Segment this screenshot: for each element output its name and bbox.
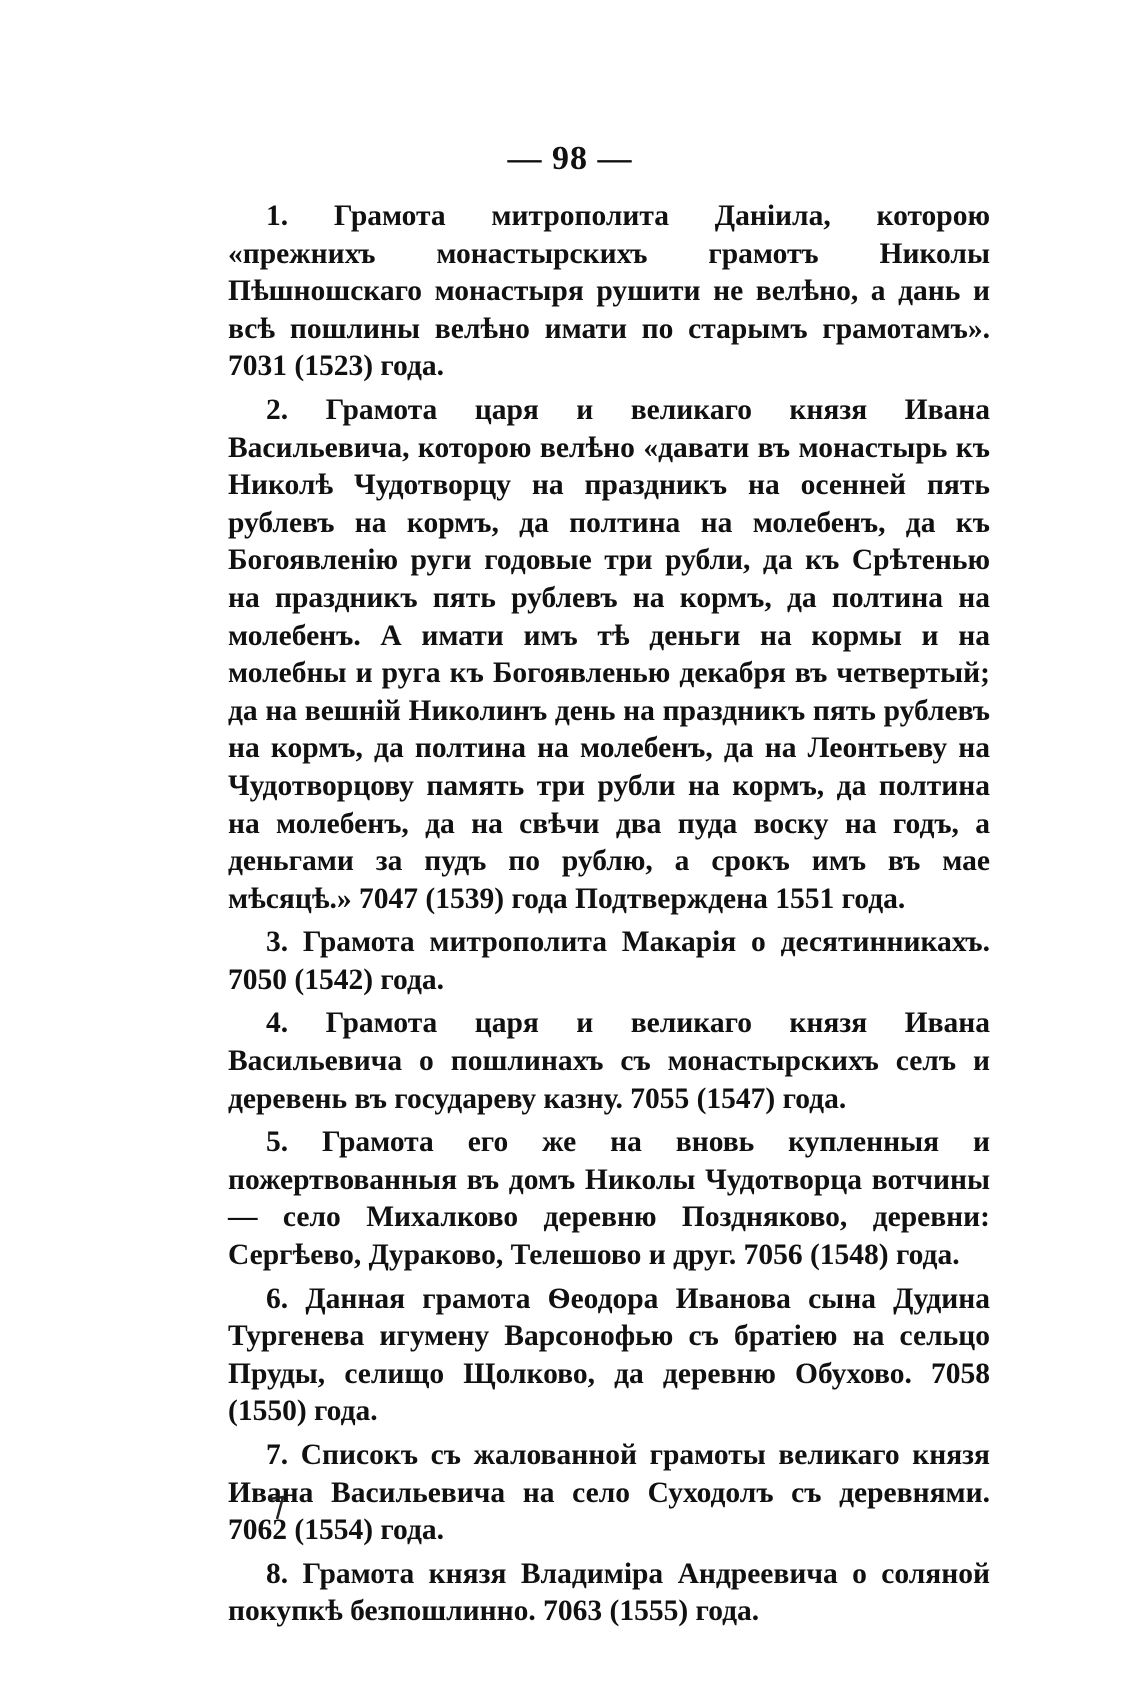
entry-text: Данная грамота Ѳеодора Иванова сына Дудина Тургенева игумену Варсонофью съ братіею на сельцо Пруды, селищо Щолково, да деревню Обухово. 7058 (1550) года.: [228, 1282, 990, 1428]
entry-number: 8.: [266, 1557, 289, 1590]
entry-4: [228, 1005, 990, 1118]
entry-2: [228, 392, 990, 918]
entry-text: Списокъ съ жалованной грамоты великаго князя Ивана Васильевича на село Суходолъ съ деревнями. 7062 (1554) года.: [228, 1439, 990, 1547]
entry-number: 6.: [266, 1282, 289, 1315]
entry-number: 5.: [266, 1126, 289, 1159]
entries-list: [228, 198, 990, 1637]
entry-7: [228, 1437, 990, 1550]
entry-text: Грамота царя и великаго князя Ивана Васильевича о пошлинахъ съ монастырскихъ селъ и деревень въ государеву казну. 7055 (1547) года.: [228, 1007, 990, 1115]
entry-6: [228, 1281, 990, 1431]
entry-text: Грамота князя Владиміра Андреевича о соляной покупкѣ безпошлинно. 7063 (1555) года.: [228, 1557, 990, 1628]
entry-number: 7.: [266, 1439, 289, 1471]
entry-text: Грамота митрополита Макарія о десятинникахъ. 7050 (1542) года.: [228, 926, 990, 996]
entry-number: 3.: [266, 926, 289, 959]
entry-8: [228, 1556, 990, 1631]
entry-1: [228, 198, 990, 386]
entry-number: 4.: [266, 1007, 289, 1040]
entry-5: [228, 1124, 990, 1274]
entry-number: 2.: [266, 393, 289, 426]
entry-text: Грамота митрополита Даніила, которою «прежнихъ монастырскихъ грамотъ Николы Пѣшношскаго монастыря рушити не велѣно, а дань и всѣ пошлины велѣно имати по старымъ грамотамъ». 7031 (1523) года.: [228, 200, 990, 383]
entry-text: Грамота царя и великаго князя Ивана Васильевича, которою велѣно «давати въ монастырь къ Николѣ Чудотворцу на праздникъ на осенней пять рублевъ на кормъ, да полтина на молебенъ, да къ Богоявленію руги годовые три рубли, да къ Срѣтенью на праздникъ пять рублевъ на кормъ, да полтина на молебенъ. А имати имъ тѣ деньги на кормы и на молебны и руга къ Богоявленью декабря въ четвертый; да на вешній Николинъ день на праздникъ пять рублевъ на кормъ, да полтина на молебенъ, да на Леонтьеву на Чудотворцову память три рубли на кормъ, да полтина на молебенъ, да на свѣчи два пуда воску на годъ, а деньгами за пудъ по рублю, а срокъ имъ въ мае мѣсяцѣ.» 7047 (1539) года Подтверждена 1551 года.: [228, 393, 990, 915]
page-number: — 98 —: [507, 140, 633, 177]
entry-3: [228, 924, 990, 999]
entry-text: Грамота его же на вновь купленныя и пожертвованныя въ домъ Николы Чудотворца вотчины — село Михалково деревню Поздняково, деревни: Сергѣево, Дураково, Телешово и друг. 7056 (1548) года.: [228, 1126, 991, 1272]
stray-ink-mark-icon: [266, 1495, 286, 1521]
entry-number: 1.: [266, 200, 289, 232]
